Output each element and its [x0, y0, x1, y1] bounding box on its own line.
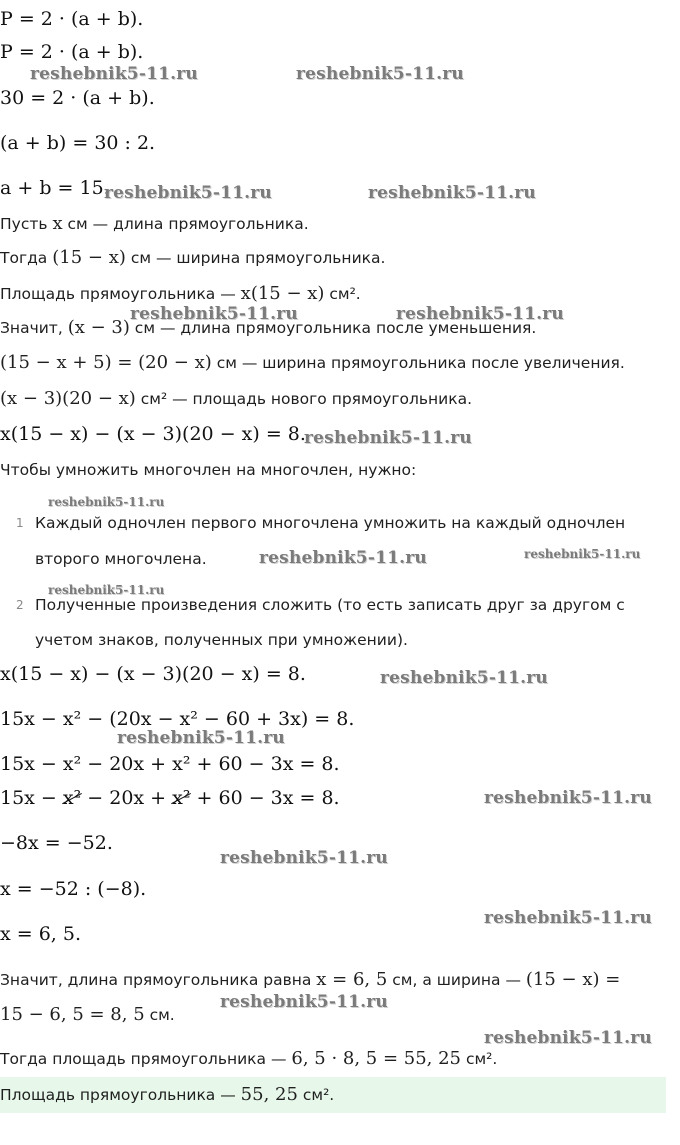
watermark: reshebnik5-11.ru: [259, 548, 427, 568]
list-item-1-line-2: второго многочлена.: [35, 550, 207, 568]
text-width-increased: (15 − x + 5) = (20 − x) см — ширина прямоугольника после увеличения.: [0, 352, 625, 373]
watermark: reshebnik5-11.ru: [484, 908, 652, 928]
text-dimensions: Значит, длина прямоугольника равна x = 6, 5 см, а ширина — (15 − x) =: [0, 969, 621, 990]
equation-sum: a + b = 15.: [0, 177, 110, 199]
watermark: reshebnik5-11.ru: [296, 64, 464, 84]
cancelled-term-2: x²: [172, 787, 191, 809]
watermark: reshebnik5-11.ru: [48, 495, 165, 509]
equation-perimeter: P = 2 · (a + b).: [0, 8, 144, 30]
equation-perimeter-repeat: P = 2 · (a + b).: [0, 41, 144, 63]
text-area: Площадь прямоугольника — x(15 − x) см².: [0, 283, 361, 304]
text-let-x: Пусть x см — длина прямоугольника.: [0, 213, 309, 234]
watermark: reshebnik5-11.ru: [220, 992, 388, 1012]
cancelled-term-1: x²: [62, 787, 82, 809]
equation-x-division: x = −52 : (−8).: [0, 878, 147, 900]
equation-cancelled: 15x − x² − 20x + x² + 60 − 3x = 8.: [0, 787, 340, 809]
equation-expanded: 15x − x² − (20x − x² − 60 + 3x) = 8.: [0, 708, 355, 730]
equation-substituted: 30 = 2 · (a + b).: [0, 87, 155, 109]
watermark: reshebnik5-11.ru: [380, 668, 548, 688]
text-length-reduced: Значит, (x − 3) см — длина прямоугольника после уменьшения.: [0, 317, 537, 338]
watermark: reshebnik5-11.ru: [220, 848, 388, 868]
watermark: reshebnik5-11.ru: [396, 304, 564, 324]
watermark: reshebnik5-11.ru: [117, 728, 285, 748]
equation-main-repeat: x(15 − x) − (x − 3)(20 − x) = 8.: [0, 663, 306, 685]
text-rule-intro: Чтобы умножить многочлен на многочлен, нужно:: [0, 461, 417, 479]
watermark: reshebnik5-11.ru: [30, 64, 198, 84]
list-item-2-number: 2: [16, 598, 24, 612]
text-new-area: (x − 3)(20 − x) см² — площадь нового прямоугольника.: [0, 388, 473, 409]
watermark: reshebnik5-11.ru: [524, 547, 641, 561]
list-item-2-line-1: Полученные произведения сложить (то есть записать друг за другом с: [35, 596, 625, 614]
equation-simplified: −8x = −52.: [0, 832, 113, 854]
watermark: reshebnik5-11.ru: [104, 183, 272, 203]
text-area-value: Тогда площадь прямоугольника — 6, 5 · 8, 5 = 55, 25 см².: [0, 1048, 498, 1069]
equation-main: x(15 − x) − (x − 3)(20 − x) = 8.: [0, 423, 306, 445]
text-width-value: 15 − 6, 5 = 8, 5 см.: [0, 1004, 175, 1025]
watermark: reshebnik5-11.ru: [368, 183, 536, 203]
watermark: reshebnik5-11.ru: [304, 428, 472, 448]
equation-x-value: x = 6, 5.: [0, 923, 82, 945]
list-item-1-line-1: Каждый одночлен первого многочлена умножить на каждый одночлен: [35, 514, 626, 532]
answer-text: Площадь прямоугольника — 55, 25 см².: [0, 1084, 335, 1105]
list-item-2-line-2: учетом знаков, полученных при умножении).: [35, 631, 408, 649]
watermark: reshebnik5-11.ru: [484, 788, 652, 808]
watermark: reshebnik5-11.ru: [48, 583, 165, 597]
equation-division: (a + b) = 30 : 2.: [0, 132, 156, 154]
equation-brackets-opened: 15x − x² − 20x + x² + 60 − 3x = 8.: [0, 753, 340, 775]
watermark: reshebnik5-11.ru: [484, 1028, 652, 1048]
watermark: reshebnik5-11.ru: [130, 304, 298, 324]
list-item-1-number: 1: [16, 516, 24, 530]
text-width: Тогда (15 − x) см — ширина прямоугольника.: [0, 247, 386, 268]
